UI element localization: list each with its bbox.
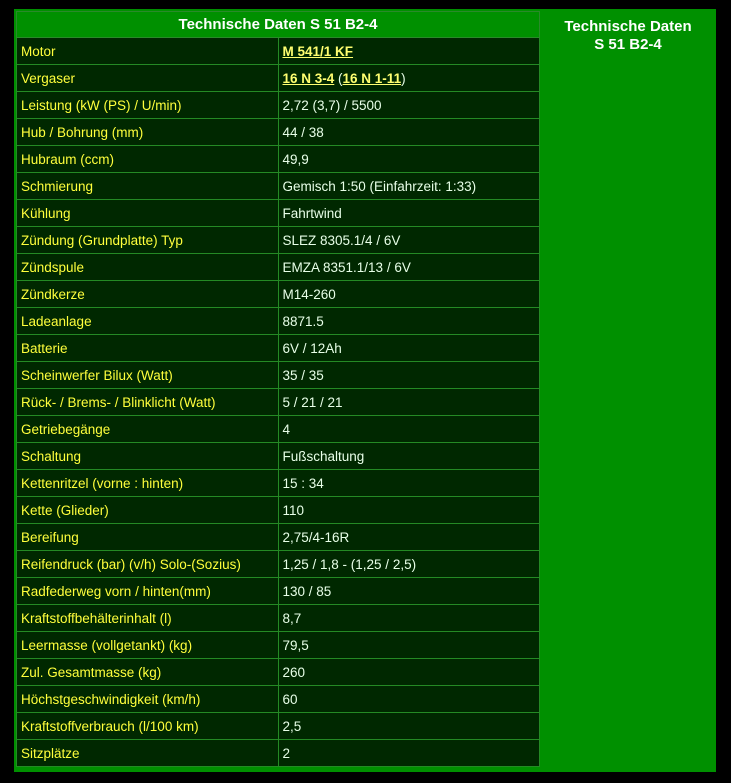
row-value: 8,7 xyxy=(278,605,540,632)
row-label: Schaltung xyxy=(17,443,279,470)
row-label: Kette (Glieder) xyxy=(17,497,279,524)
table-row-motor xyxy=(17,38,540,65)
row-label: Kühlung xyxy=(17,200,279,227)
row-value: 110 xyxy=(278,497,540,524)
table-row xyxy=(17,389,540,416)
table-row xyxy=(17,146,540,173)
row-value: 2,72 (3,7) / 5500 xyxy=(278,92,540,119)
vergaser-link-alt[interactable]: 16 N 1-11 xyxy=(342,70,402,86)
table-row xyxy=(17,578,540,605)
row-label: Zündspule xyxy=(17,254,279,281)
row-label: Getriebegänge xyxy=(17,416,279,443)
row-label: Höchstgeschwindigkeit (km/h) xyxy=(17,686,279,713)
table-row xyxy=(17,659,540,686)
row-label: Batterie xyxy=(17,335,279,362)
paren-close: ) xyxy=(401,70,406,86)
row-value: 1,25 / 1,8 - (1,25 / 2,5) xyxy=(278,551,540,578)
row-value: 6V / 12Ah xyxy=(278,335,540,362)
row-label: Radfederweg vorn / hinten(mm) xyxy=(17,578,279,605)
row-value: Fußschaltung xyxy=(278,443,540,470)
table-row xyxy=(17,686,540,713)
table-row xyxy=(17,281,540,308)
row-value: Fahrtwind xyxy=(278,200,540,227)
table-row xyxy=(17,470,540,497)
row-value: 2 xyxy=(278,740,540,767)
table-header-row xyxy=(17,12,540,38)
table-row xyxy=(17,524,540,551)
motor-link[interactable]: M 541/1 KF xyxy=(282,43,354,59)
table-row-vergaser xyxy=(17,65,540,92)
row-label: Rück- / Brems- / Blinklicht (Watt) xyxy=(17,389,279,416)
row-value: 130 / 85 xyxy=(278,578,540,605)
row-label: Sitzplätze xyxy=(17,740,279,767)
table-row xyxy=(17,200,540,227)
table-row xyxy=(17,227,540,254)
row-label: Hubraum (ccm) xyxy=(17,146,279,173)
row-value: Gemisch 1:50 (Einfahrzeit: 1:33) xyxy=(278,173,540,200)
table-title: Technische Daten S 51 B2-4 xyxy=(17,12,540,38)
paren-open: ( xyxy=(334,70,343,86)
row-label: Kraftstoffbehälterinhalt (l) xyxy=(17,605,279,632)
table-row xyxy=(17,416,540,443)
row-value: EMZA 8351.1/13 / 6V xyxy=(278,254,540,281)
row-label: Kettenritzel (vorne : hinten) xyxy=(17,470,279,497)
row-label: Leistung (kW (PS) / U/min) xyxy=(17,92,279,119)
row-value: 2,5 xyxy=(278,713,540,740)
table-row xyxy=(17,308,540,335)
row-value: 44 / 38 xyxy=(278,119,540,146)
row-value: 4 xyxy=(278,416,540,443)
row-label: Scheinwerfer Bilux (Watt) xyxy=(17,362,279,389)
row-label: Bereifung xyxy=(17,524,279,551)
vergaser-link-primary[interactable]: 16 N 3-4 xyxy=(282,70,335,86)
row-value: 35 / 35 xyxy=(278,362,540,389)
row-label: Zul. Gesamtmasse (kg) xyxy=(17,659,279,686)
table-row xyxy=(17,119,540,146)
row-value xyxy=(278,65,540,92)
specs-table xyxy=(16,11,540,767)
row-label: Hub / Bohrung (mm) xyxy=(17,119,279,146)
table-row xyxy=(17,362,540,389)
table-row xyxy=(17,173,540,200)
row-value: 260 xyxy=(278,659,540,686)
table-row xyxy=(17,740,540,767)
side-title xyxy=(544,18,712,54)
table-row xyxy=(17,551,540,578)
row-value xyxy=(278,38,540,65)
row-label: Zündkerze xyxy=(17,281,279,308)
row-label: Leermasse (vollgetankt) (kg) xyxy=(17,632,279,659)
table-row xyxy=(17,335,540,362)
row-label: Kraftstoffverbrauch (l/100 km) xyxy=(17,713,279,740)
table-row xyxy=(17,254,540,281)
row-value: 60 xyxy=(278,686,540,713)
row-value: SLEZ 8305.1/4 / 6V xyxy=(278,227,540,254)
table-row xyxy=(17,92,540,119)
table-row xyxy=(17,632,540,659)
row-value: 15 : 34 xyxy=(278,470,540,497)
side-title-line1: Technische Daten xyxy=(564,18,692,35)
row-label: Reifendruck (bar) (v/h) Solo-(Sozius) xyxy=(17,551,279,578)
row-label: Zündung (Grundplatte) Typ xyxy=(17,227,279,254)
row-value: 49,9 xyxy=(278,146,540,173)
row-label: Ladeanlage xyxy=(17,308,279,335)
table-row xyxy=(17,443,540,470)
row-value: 5 / 21 / 21 xyxy=(278,389,540,416)
table-row xyxy=(17,713,540,740)
row-value: M14-260 xyxy=(278,281,540,308)
table-row xyxy=(17,497,540,524)
specs-frame xyxy=(14,9,716,772)
row-value: 8871.5 xyxy=(278,308,540,335)
row-label: Motor xyxy=(17,38,279,65)
row-value: 79,5 xyxy=(278,632,540,659)
table-row xyxy=(17,605,540,632)
row-label: Vergaser xyxy=(17,65,279,92)
side-title-line2: S 51 B2-4 xyxy=(594,36,662,53)
row-value: 2,75/4-16R xyxy=(278,524,540,551)
row-label: Schmierung xyxy=(17,173,279,200)
